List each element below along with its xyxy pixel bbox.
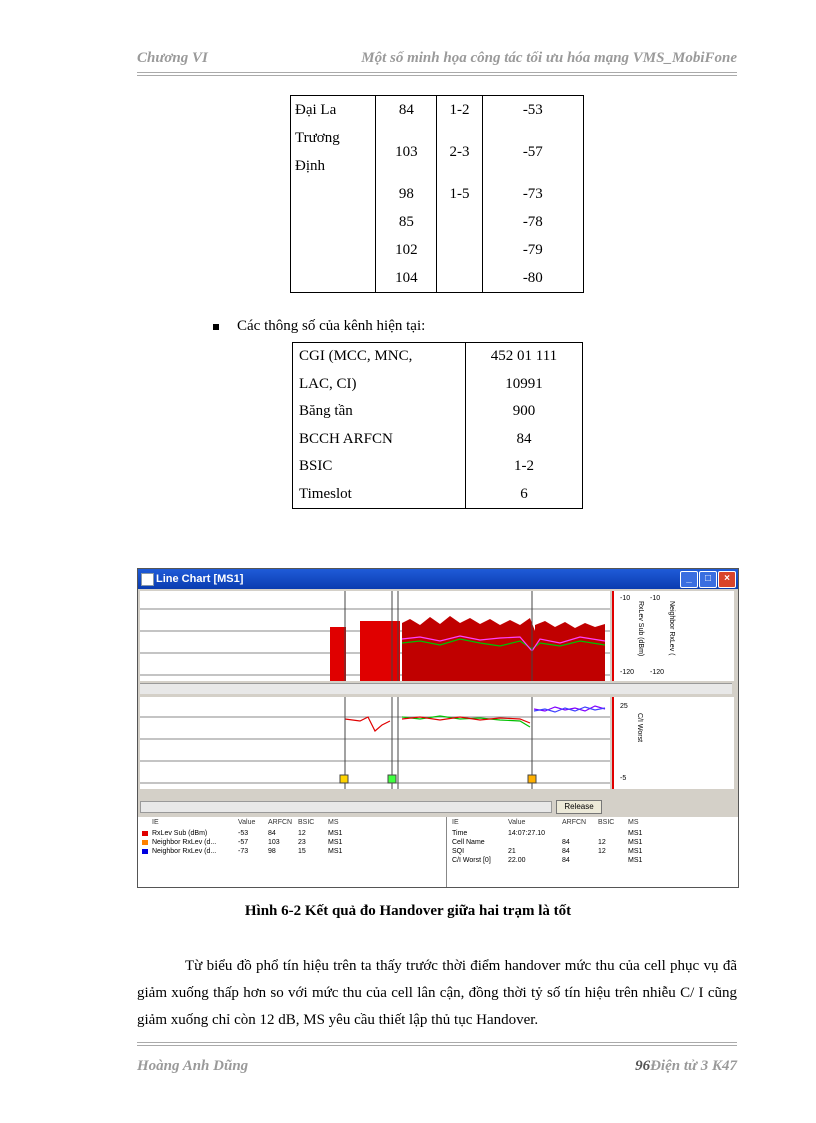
header-chapter: Chương VI xyxy=(137,50,208,66)
arfcn-value: 103 xyxy=(395,144,418,160)
window-titlebar[interactable] xyxy=(138,569,738,589)
table-row xyxy=(293,371,583,399)
table-row xyxy=(293,453,583,481)
legend-panel xyxy=(138,817,738,887)
arfcn-column xyxy=(376,96,437,293)
legend-left: IE Value ARFCN BSIC MS RxLev Sub (dBm) -53 84 12 MS1 Neighbor RxLev (d... -57 103 23 MS1 Neighbor RxLev (d... -73 98 15 MS1 xyxy=(138,817,447,887)
param-value: 1-2 xyxy=(466,453,583,481)
page-number: 96 xyxy=(635,1058,651,1074)
series-color-icon xyxy=(142,831,148,836)
footer-rule xyxy=(137,1042,737,1046)
table-row xyxy=(293,426,583,454)
bsic-value: 2-3 xyxy=(449,144,470,160)
arfcn-value: 85 xyxy=(398,214,414,230)
param-label: Timeslot xyxy=(293,481,466,509)
ci-axis-bottom: -5 xyxy=(620,775,627,782)
chart-app-icon xyxy=(141,573,154,586)
bullet-icon xyxy=(213,324,219,330)
minimize-icon[interactable]: _ xyxy=(680,571,698,588)
param-label: Băng tần xyxy=(293,398,466,426)
arfcn-value: 84 xyxy=(398,102,414,118)
line-chart-window xyxy=(137,568,739,888)
param-value: 84 xyxy=(466,426,583,454)
rxlev-axis-label: RxLev Sub (dBm) xyxy=(637,601,644,657)
param-value: 10991 xyxy=(466,371,583,399)
table-row xyxy=(293,398,583,426)
rxlev-value: -73 xyxy=(522,186,543,202)
release-button[interactable]: Release xyxy=(556,800,602,814)
axis-top-label: -10 xyxy=(620,595,631,602)
body-paragraph xyxy=(137,953,737,1034)
cell-name-column xyxy=(291,96,376,293)
axis-top-label: -10 xyxy=(650,595,661,602)
ci-plot xyxy=(140,697,610,789)
rxlev-value: -79 xyxy=(522,242,543,258)
rxlev-value: -80 xyxy=(522,270,543,286)
channel-params-table xyxy=(292,342,583,509)
paragraph-text: Từ biểu đồ phổ tín hiệu trên ta thấy trước thời điểm handover mức thu của cell phục vụ đã giảm xuống thấp hơn so với mức thu của cell lân cận, đồng thời tỷ số tín hiệu trên nhiễu C/ I cũng giảm xuống chỉ còn 12 dB, MS yêu cầu thiết lập thủ tục Handover. xyxy=(137,958,737,1028)
rxlev-value: -78 xyxy=(522,214,543,230)
table-row xyxy=(293,343,583,371)
footer-course: Điện tử 3 K47 xyxy=(650,1058,737,1074)
cell-name: Đại La xyxy=(295,102,337,118)
page-header xyxy=(137,50,737,72)
ci-axis xyxy=(612,697,734,789)
bsic-value: 1-5 xyxy=(449,186,470,202)
rxlev-value: -53 xyxy=(522,102,543,118)
neighbor-axis-label: Neighbor RxLev ( xyxy=(668,601,675,656)
ci-axis-label: C/I Worst xyxy=(636,713,643,743)
rxlev-column xyxy=(482,96,583,293)
figure-caption: Hình 6-2 Kết quả đo Handover giữa hai trạm là tốt xyxy=(244,903,572,919)
top-scrollbar[interactable] xyxy=(140,683,732,694)
cell-name: Định xyxy=(295,158,325,174)
close-icon[interactable]: × xyxy=(718,571,736,588)
maximize-icon[interactable]: □ xyxy=(699,571,717,588)
time-scrollbar[interactable] xyxy=(140,801,552,813)
header-rule xyxy=(137,72,737,76)
bullet-text: Các thông số của kênh hiện tại: xyxy=(237,318,426,334)
window-title: Line Chart [MS1] xyxy=(156,573,244,585)
axis-bottom-label: -120 xyxy=(620,669,635,676)
axis-bottom-label: -120 xyxy=(650,669,665,676)
rxlev-value: -57 xyxy=(522,144,543,160)
table-row xyxy=(293,481,583,509)
series-color-icon xyxy=(142,840,148,845)
bsic-column xyxy=(437,96,482,293)
arfcn-value: 104 xyxy=(395,270,418,286)
page-footer xyxy=(137,1058,737,1075)
param-label: LAC, CI) xyxy=(293,371,466,399)
ci-axis-top: 25 xyxy=(620,703,628,710)
series-color-icon xyxy=(142,849,148,854)
param-label: BCCH ARFCN xyxy=(293,426,466,454)
arfcn-value: 102 xyxy=(395,242,418,258)
bullet-item xyxy=(213,318,425,335)
header-title: Một số minh họa công tác tối ưu hóa mạng VMS_MobiFone xyxy=(361,50,737,66)
legend-right: IE Value ARFCN BSIC MS Time 14:07:27.10 MS1 Cell Name 84 12 MS1 SQI 21 84 12 MS1 C/I Worst [0] 22.00 84 MS1 xyxy=(452,819,643,864)
cell-name: Trương xyxy=(295,130,340,146)
param-value: 452 01 111 xyxy=(466,343,583,371)
param-value: 6 xyxy=(466,481,583,509)
param-value: 900 xyxy=(466,398,583,426)
footer-author: Hoàng Anh Dũng xyxy=(137,1058,249,1074)
rxlev-plot xyxy=(140,591,610,681)
neighbor-cell-table xyxy=(290,95,584,293)
rxlev-axis xyxy=(612,591,734,681)
param-label: CGI (MCC, MNC, xyxy=(293,343,466,371)
bsic-value: 1-2 xyxy=(449,102,470,118)
param-label: BSIC xyxy=(293,453,466,481)
arfcn-value: 98 xyxy=(398,186,414,202)
